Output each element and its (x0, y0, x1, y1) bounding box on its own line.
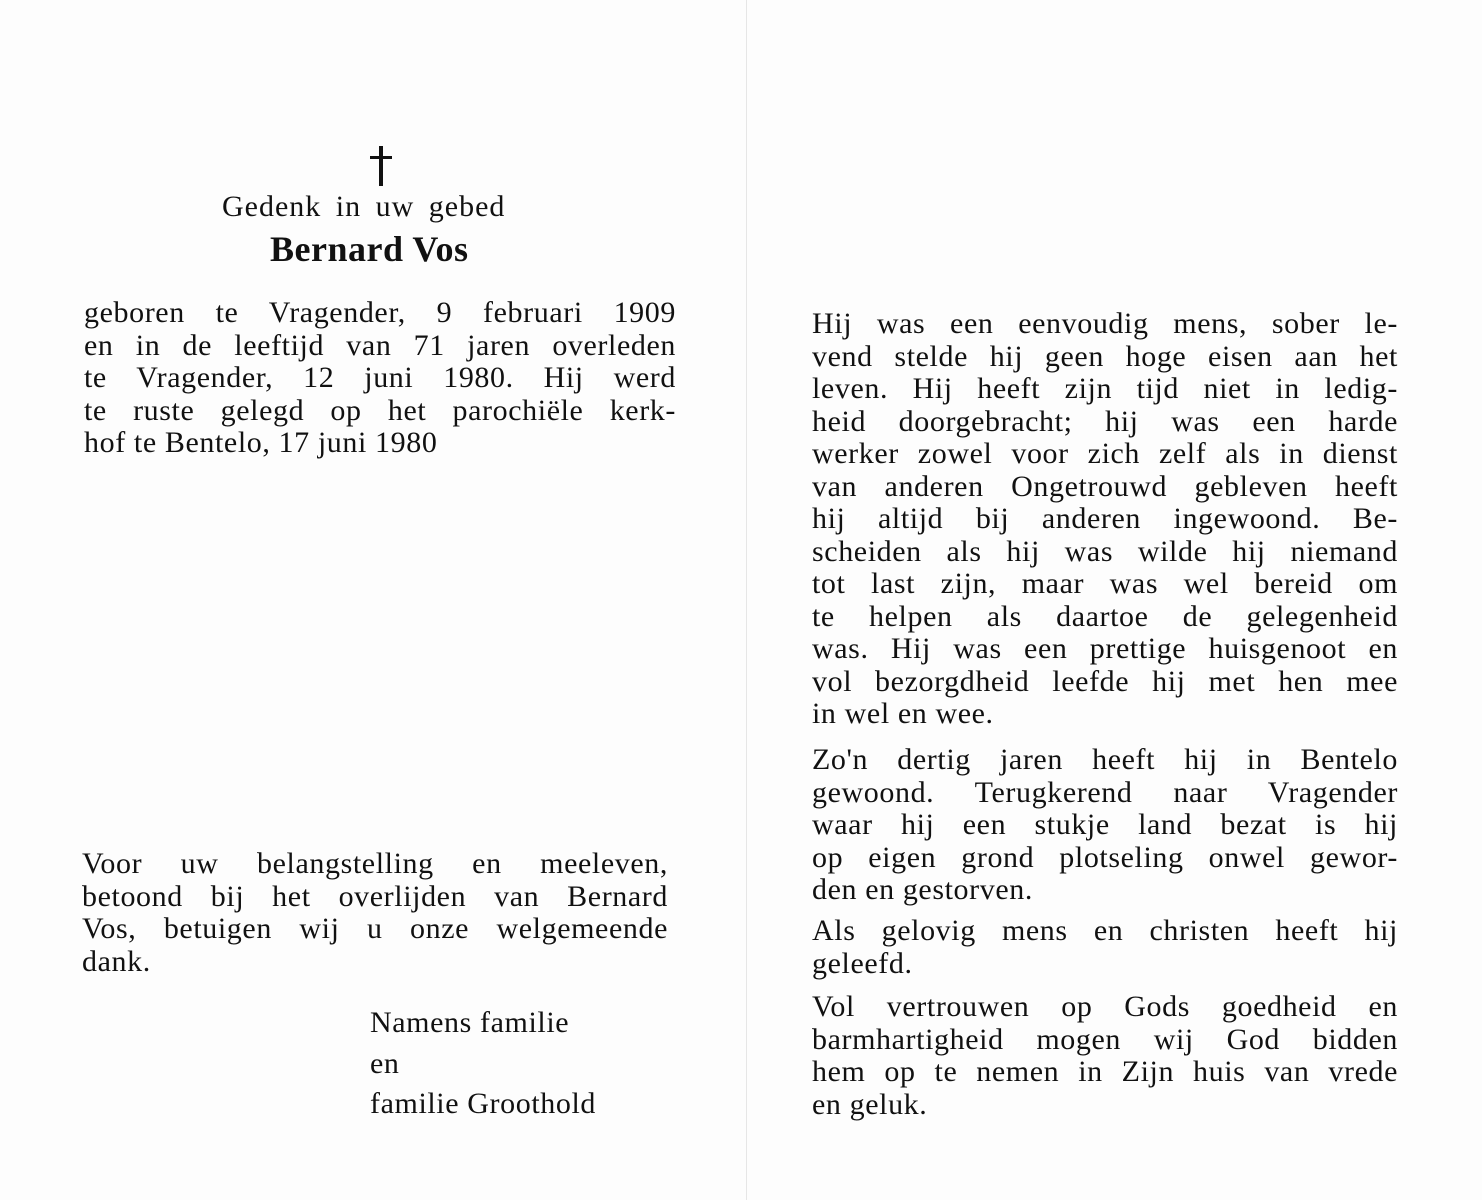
thanks-paragraph (82, 848, 668, 978)
text-line: tot last zijn, maar was wel bereid om (812, 567, 1398, 600)
text-line: leven. Hij heeft zijn tijd niet in ledig- (812, 372, 1398, 405)
text-line: Zo'n dertig jaren heeft hij in Bentelo (812, 743, 1398, 776)
text-line: hem op te nemen in Zijn huis van vrede (812, 1055, 1398, 1088)
text-line: werker zowel voor zich zelf als in dienst (812, 437, 1398, 470)
text-line: van anderen Ongetrouwd gebleven heeft (812, 469, 1398, 503)
prayer-paragraph (812, 991, 1398, 1121)
text-line: hij altijd bij anderen ingewoond. Be- (812, 502, 1398, 535)
bio-line: te Vragender, 12 juni 1980. Hij werd (84, 361, 676, 394)
text-line: was. Hij was een prettige huisgenoot en (812, 632, 1398, 665)
text-line: vend stelde hij geen hoge eisen aan het (812, 339, 1398, 373)
text-line: in wel en wee. (812, 697, 994, 730)
text-line: den en gestorven. (812, 873, 1033, 906)
signature-line: en (370, 1046, 400, 1080)
life-paragraph (812, 308, 1398, 731)
cross-icon (366, 142, 396, 188)
bio-line: en in de leeftijd van 71 jaren overleden (84, 328, 676, 362)
biography-paragraph (84, 297, 676, 460)
fold-line (746, 0, 747, 1200)
text-line: te helpen als daartoe de gelegenheid (812, 599, 1398, 633)
text-line: en geluk. (812, 1087, 928, 1121)
text-line: heid doorgebracht; hij was een harde (812, 404, 1398, 438)
signature-line: Namens familie (370, 1006, 570, 1039)
bio-line: te ruste gelegd op het parochiële kerk- (84, 393, 676, 427)
text-line: vol bezorgdheid leefde hij met hen mee (812, 664, 1398, 698)
text-line: waar hij een stukje land bezat is hij (812, 808, 1398, 841)
text-line: scheiden als hij was wilde hij niemand (812, 534, 1398, 568)
faith-paragraph (812, 915, 1398, 980)
text-line: geleefd. (812, 946, 913, 980)
bio-line: hof te Bentelo, 17 juni 1980 (84, 426, 438, 459)
signature-line: familie Groothold (370, 1087, 596, 1120)
thanks-line: Vos, betuigen wij u onze welgemeende (82, 912, 668, 945)
text-line: Vol vertrouwen op Gods goedheid en (812, 990, 1398, 1023)
text-line: op eigen grond plotseling onwel gewor- (812, 840, 1398, 874)
text-line: Als gelovig mens en christen heeft hij (812, 914, 1398, 947)
text-line: gewoond. Terugkerend naar Vragender (812, 775, 1398, 809)
text-line: Hij was een eenvoudig mens, sober le- (812, 307, 1398, 340)
bio-line: geboren te Vragender, 9 februari 1909 (84, 296, 676, 329)
thanks-line: betoond bij het overlijden van Bernard (82, 879, 668, 913)
text-line: barmhartigheid mogen wij God bidden (812, 1022, 1398, 1056)
family-signature (370, 1003, 596, 1125)
residence-paragraph (812, 744, 1398, 907)
thanks-line: dank. (82, 944, 151, 978)
prayer-heading: Gedenk in uw gebed (222, 190, 506, 223)
thanks-line: Voor uw belangstelling en meeleven, (82, 847, 668, 880)
deceased-name: Bernard Vos (270, 229, 469, 269)
